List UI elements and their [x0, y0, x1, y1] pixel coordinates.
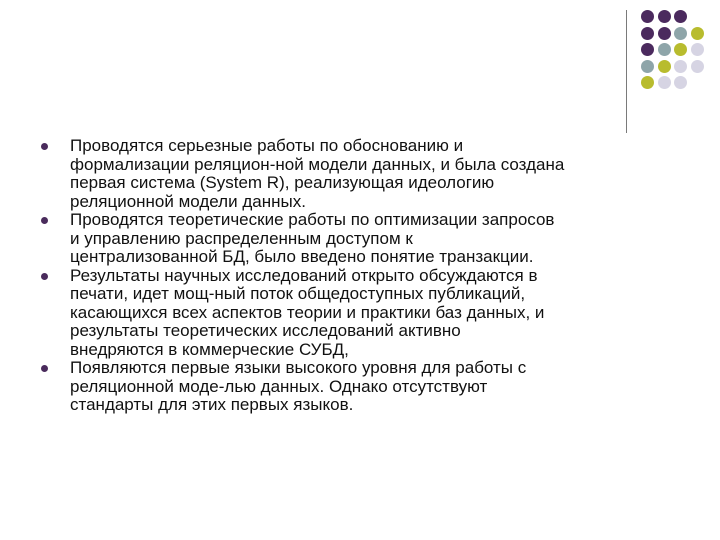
decorative-dot: [674, 10, 687, 23]
bullet-dot-icon: [41, 143, 48, 150]
decorative-dot: [641, 60, 654, 73]
decorative-dot: [641, 27, 654, 40]
decorative-dot: [641, 43, 654, 56]
decorative-dot: [658, 10, 671, 23]
decorative-dot: [674, 27, 687, 40]
decorative-dot: [658, 60, 671, 73]
decorative-dot: [674, 76, 687, 89]
decorative-dot: [658, 43, 671, 56]
bullet-list: [36, 137, 696, 415]
decorative-dot: [691, 60, 704, 73]
decorative-dot: [691, 27, 704, 40]
decorative-dot: [658, 27, 671, 40]
bullet-item-4: [36, 359, 696, 415]
vertical-divider-line: [626, 10, 627, 133]
slide-body: [36, 137, 696, 415]
decorative-dot: [641, 10, 654, 23]
bullet-item-3: [36, 267, 696, 360]
bullet-text: Проводятся теоретические работы по оптимизации запросов и управлению распределенным доступом к централизованной БД, было введено понятие транзакции.: [70, 210, 555, 266]
bullet-item-1: [36, 137, 696, 211]
decorative-dot: [674, 43, 687, 56]
bullet-text: Появляются первые языки высокого уровня для работы с реляционной моде-лью данных. Однако отсутствуют стандарты для этих первых языков.: [70, 358, 527, 414]
decorative-dot: [674, 60, 687, 73]
bullet-text: Результаты научных исследований открыто обсуждаются в печати, идет мощ-ный поток общедоступных публикаций, касающихся всех аспектов теории и практики баз данных, и результаты теоретических исследований активно внедряются в коммерческие СУБД,: [70, 265, 545, 359]
decorative-dot: [658, 76, 671, 89]
bullet-dot-icon: [41, 217, 48, 224]
bullet-item-2: [36, 211, 696, 267]
decorative-dot: [691, 43, 704, 56]
decorative-dot: [641, 76, 654, 89]
bullet-dot-icon: [41, 365, 48, 372]
bullet-text: Проводятся серьезные работы по обоснованию и формализации реляцион-ной модели данных, и была создана первая система (System R), реализующая идеологию реляционной модели данных.: [70, 136, 565, 211]
bullet-dot-icon: [41, 273, 48, 280]
